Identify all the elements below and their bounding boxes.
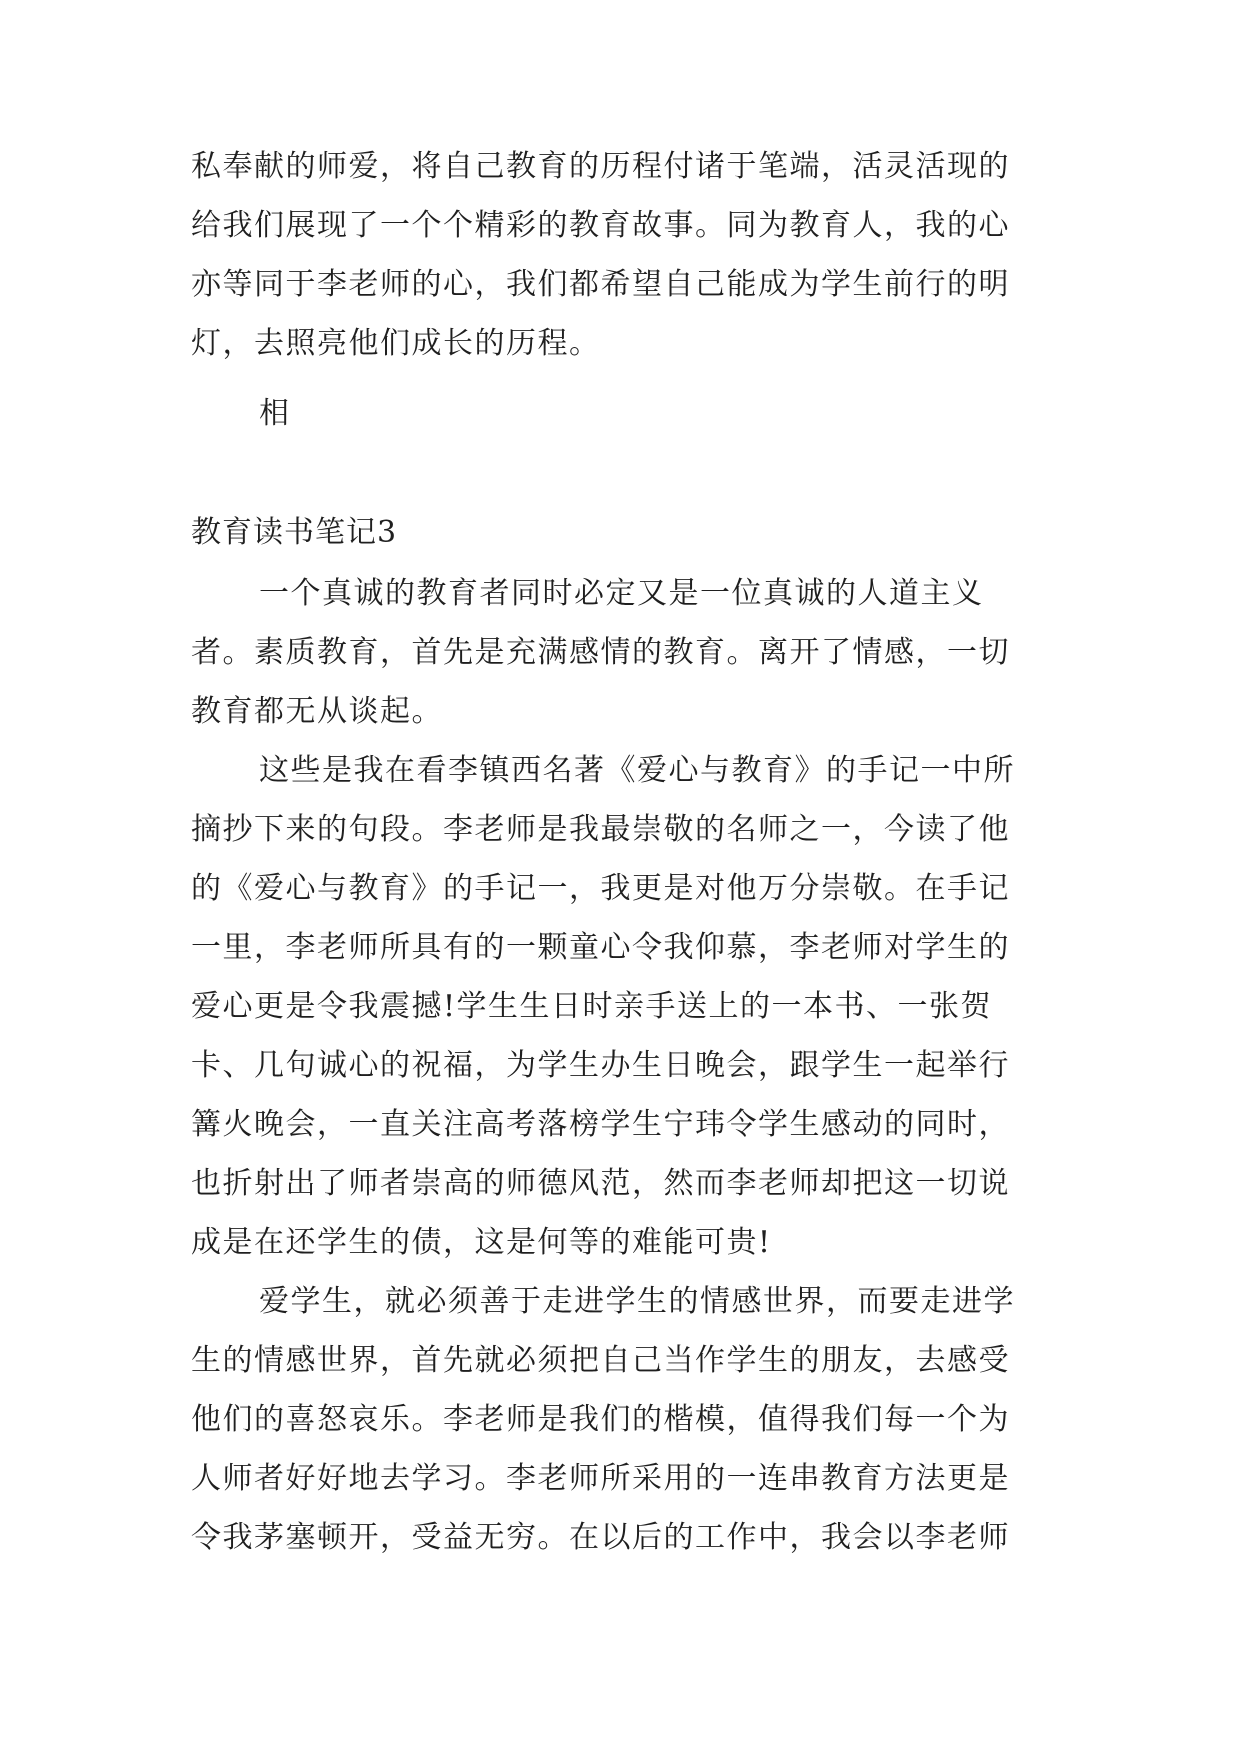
paragraph-line: 摘抄下来的句段。李老师是我最崇敬的名师之一，今读了他 <box>191 812 1010 847</box>
paragraph-line: 教育都无从谈起。 <box>191 694 443 729</box>
section-heading: 教育读书笔记3 <box>191 515 398 550</box>
paragraph-line: 私奉献的师爱，将自己教育的历程付诸于笔端，活灵活现的 <box>191 149 1010 184</box>
paragraph-line: 也折射出了师者崇高的师德风范，然而李老师却把这一切说 <box>191 1166 1010 1201</box>
paragraph-line: 篝火晚会，一直关注高考落榜学生宁玮令学生感动的同时， <box>191 1107 1010 1142</box>
paragraph-line: 这些是我在看李镇西名著《爱心与教育》的手记一中所 <box>259 753 1015 788</box>
fragment-text: 相 <box>259 396 291 431</box>
paragraph-line: 一个真诚的教育者同时必定又是一位真诚的人道主义 <box>259 576 984 611</box>
paragraph-line: 令我茅塞顿开，受益无穷。在以后的工作中，我会以李老师 <box>191 1520 1010 1555</box>
paragraph-line: 给我们展现了一个个精彩的教育故事。同为教育人，我的心 <box>191 208 1010 243</box>
paragraph-line: 生的情感世界，首先就必须把自己当作学生的朋友，去感受 <box>191 1343 1010 1378</box>
top-paragraph <box>191 137 1057 373</box>
paragraph-line: 卡、几句诚心的祝福，为学生办生日晚会，跟学生一起举行 <box>191 1048 1010 1083</box>
paragraph-line: 灯，去照亮他们成长的历程。 <box>191 326 601 361</box>
paragraph-line: 爱心更是令我震撼!学生生日时亲手送上的一本书、一张贺 <box>191 989 993 1024</box>
section-body <box>191 564 1057 1567</box>
paragraph-line: 亦等同于李老师的心，我们都希望自己能成为学生前行的明 <box>191 267 1010 302</box>
paragraph-line: 人师者好好地去学习。李老师所采用的一连串教育方法更是 <box>191 1461 1010 1496</box>
paragraph-line: 他们的喜怒哀乐。李老师是我们的楷模，值得我们每一个为 <box>191 1402 1010 1437</box>
paragraph-line: 一里，李老师所具有的一颗童心令我仰慕，李老师对学生的 <box>191 930 1010 965</box>
fragment-paragraph <box>191 384 1057 443</box>
paragraph-line: 的《爱心与教育》的手记一，我更是对他万分崇敬。在手记 <box>191 871 1010 906</box>
paragraph-line: 者。素质教育，首先是充满感情的教育。离开了情感，一切 <box>191 635 1010 670</box>
paragraph-line: 成是在还学生的债，这是何等的难能可贵! <box>191 1225 772 1260</box>
paragraph-line: 爱学生，就必须善于走进学生的情感世界，而要走进学 <box>259 1284 1015 1319</box>
